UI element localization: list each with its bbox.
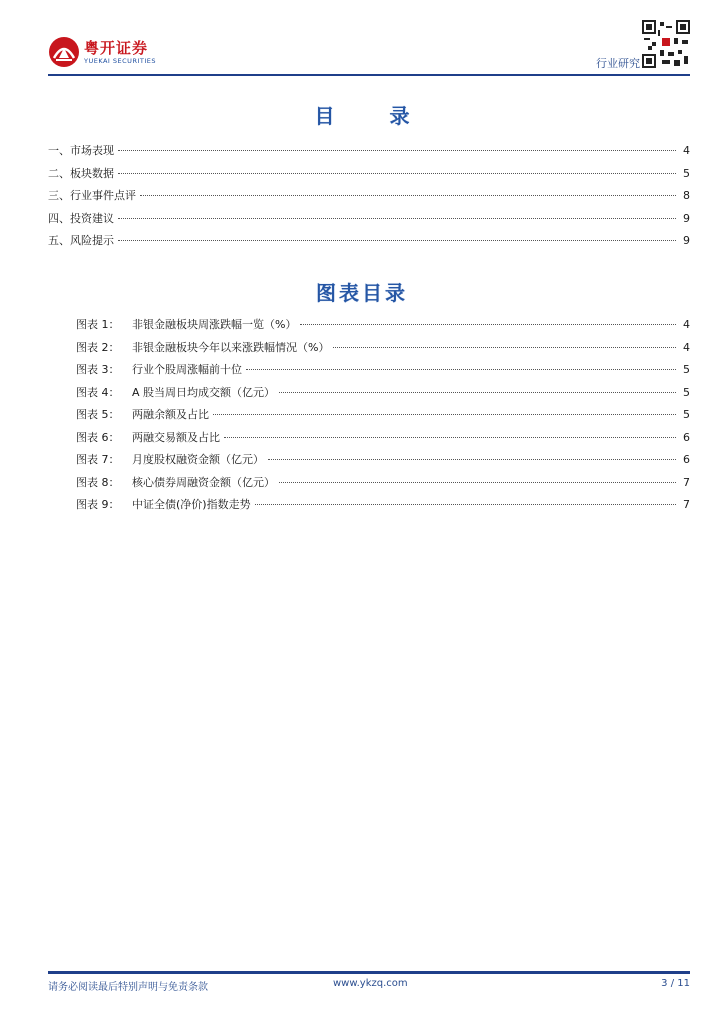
toc-item-label: 二、板块数据 [48, 166, 114, 180]
page-header [0, 0, 724, 80]
toc-item-page: 8 [683, 189, 690, 203]
figure-item[interactable] [76, 449, 690, 472]
company-logo [48, 36, 160, 70]
logo-text-cn: 粤开证券 [84, 39, 149, 57]
figure-item-label: 核心债券周融资金额（亿元） [132, 475, 275, 489]
figure-item[interactable] [76, 359, 690, 382]
figure-item[interactable] [76, 427, 690, 450]
figure-item-page: 5 [683, 408, 690, 421]
toc-leader-dots [118, 173, 676, 174]
qr-code-icon [642, 20, 690, 68]
figure-item[interactable] [76, 382, 690, 405]
figure-leader-dots [279, 392, 676, 393]
footer-disclaimer: 请务必阅读最后特别声明与免责条款 [48, 982, 208, 993]
figure-item-label: 非银金融板块今年以来涨跌幅情况（%） [132, 340, 330, 354]
toc-item-label: 一、市场表现 [48, 144, 114, 157]
figure-item-label: 两融余额及占比 [132, 408, 209, 421]
toc-item-page: 5 [683, 166, 690, 180]
figure-leader-dots [268, 459, 676, 460]
figure-item-number: 图表 9： [76, 498, 120, 511]
figure-leader-dots [213, 414, 676, 415]
figure-leader-dots [255, 504, 676, 505]
figure-leader-dots [300, 324, 676, 325]
figure-item-page: 5 [683, 363, 690, 376]
figure-item-number: 图表 2： [76, 340, 120, 354]
figure-item-number: 图表 7： [76, 453, 120, 466]
figure-item-number: 图表 8： [76, 475, 120, 489]
toc-item-label: 三、行业事件点评 [48, 189, 136, 203]
toc-item-page: 9 [683, 211, 690, 225]
figure-item-number: 图表 5： [76, 408, 120, 421]
toc-item[interactable] [48, 185, 690, 208]
figure-item-label: 两融交易额及占比 [132, 430, 220, 444]
figure-item-number: 图表 4： [76, 385, 120, 399]
figure-leader-dots [279, 482, 676, 483]
footer-page-indicator: 3 / 11 [661, 978, 690, 989]
figure-item-page: 4 [683, 318, 690, 331]
figure-leader-dots [333, 347, 676, 348]
toc-item-page: 9 [683, 234, 690, 248]
toc-leader-dots [140, 195, 676, 196]
toc-item[interactable] [48, 163, 690, 186]
figure-item[interactable] [76, 404, 690, 427]
toc-leader-dots [118, 150, 676, 151]
figure-item-label: 月度股权融资金额（亿元） [132, 453, 264, 466]
figure-list-title: 图表目录 [316, 281, 408, 305]
toc-item[interactable] [48, 230, 690, 253]
figure-item-page: 6 [683, 453, 690, 466]
figure-item-number: 图表 3： [76, 363, 120, 376]
report-type-label: 行业研究 [596, 57, 640, 70]
figure-item-label: 非银金融板块周涨跌幅一览（%） [132, 318, 297, 331]
figure-item[interactable] [76, 337, 690, 360]
toc-item-label: 四、投资建议 [48, 211, 114, 225]
toc-item-label: 五、风险提示 [48, 234, 114, 248]
toc-list [48, 140, 690, 253]
toc-item-page: 4 [683, 144, 690, 157]
logo-emblem-icon [48, 36, 80, 68]
toc-item[interactable] [48, 140, 690, 163]
figure-item-number: 图表 6： [76, 430, 120, 444]
figure-item[interactable] [76, 472, 690, 495]
logo-text-en: YUEKAI SECURITIES [84, 57, 156, 65]
figure-item[interactable] [76, 494, 690, 517]
figure-item-page: 7 [683, 498, 690, 511]
figure-leader-dots [246, 369, 676, 370]
toc-leader-dots [118, 240, 676, 241]
figure-item-page: 4 [683, 340, 690, 354]
figure-item[interactable] [76, 314, 690, 337]
figure-leader-dots [224, 437, 676, 438]
toc-leader-dots [118, 218, 676, 219]
header-divider [48, 74, 690, 76]
figure-item-label: 行业个股周涨幅前十位 [132, 363, 242, 376]
figure-list [76, 314, 690, 517]
figure-item-label: 中证全债(净价)指数走势 [132, 498, 251, 511]
figure-item-page: 7 [683, 475, 690, 489]
figure-item-label: A 股当周日均成交额（亿元） [132, 385, 276, 399]
figure-item-page: 6 [683, 430, 690, 444]
toc-title: 目 录 [314, 104, 434, 128]
toc-item[interactable] [48, 208, 690, 231]
figure-item-number: 图表 1： [76, 318, 120, 331]
figure-item-page: 5 [683, 385, 690, 399]
footer-divider [48, 971, 690, 974]
footer-website-link[interactable]: www.ykzq.com [333, 978, 408, 989]
